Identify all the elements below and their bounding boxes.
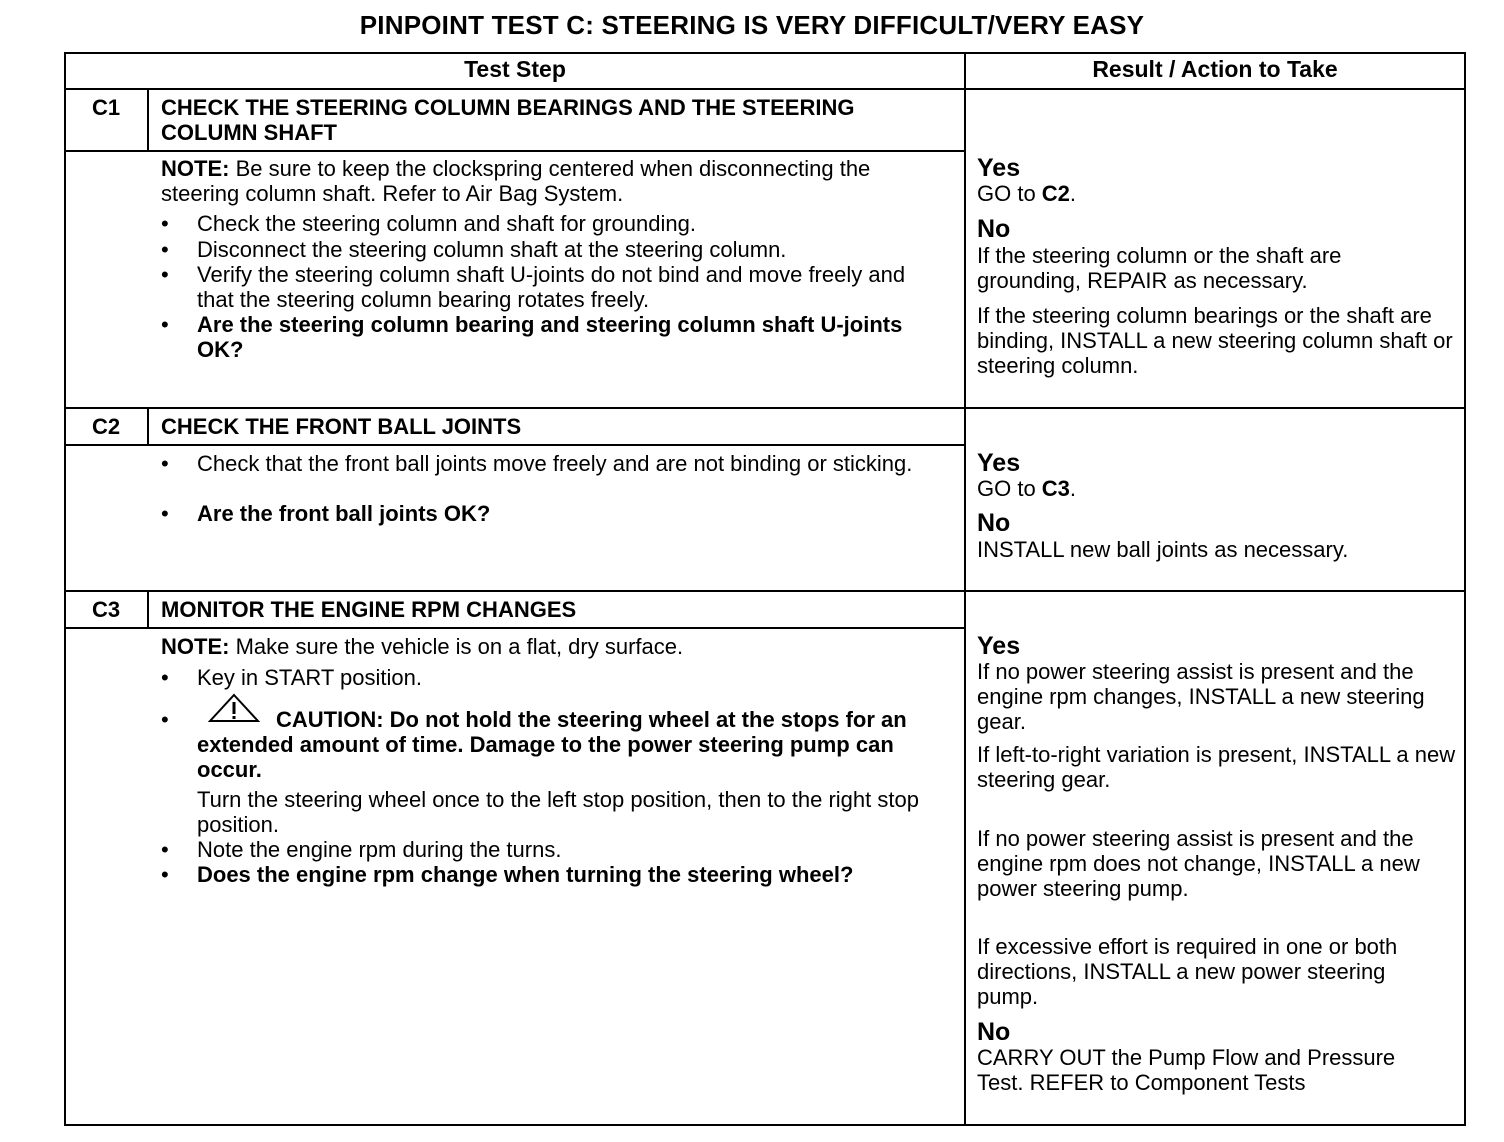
c3-no-text: CARRY OUT the Pump Flow and Pressure Test. REFER to Component Tests	[977, 1045, 1396, 1095]
c2-no-text: INSTALL new ball joints as necessary.	[977, 537, 1349, 562]
header-result-action: Result / Action to Take	[1092, 56, 1338, 82]
c1-note	[161, 156, 931, 206]
c2-yes-post: .	[1069, 476, 1077, 501]
c3-bullet-question: Does the engine rpm change when turning the steering wheel?	[197, 862, 854, 887]
c1-no-text-2: If the steering column bearings or the shaft are binding, INSTALL a new steering column shaft or steering column.	[977, 303, 1453, 378]
c3-yes-text-3: If no power steering assist is present and the engine rpm does not change, INSTALL a new power steering pump.	[977, 826, 1420, 901]
c3-no-label: No	[977, 1018, 1011, 1046]
bullet-glyph: •	[161, 862, 169, 887]
c3-note-text: Make sure the vehicle is on a flat, dry surface.	[229, 634, 684, 659]
bullet-glyph: •	[161, 262, 169, 287]
step-heading-c1: CHECK THE STEERING COLUMN BEARINGS AND THE STEERING COLUMN SHAFT	[161, 95, 855, 145]
c1-note-label: NOTE:	[161, 156, 230, 181]
bullet-glyph: •	[161, 451, 169, 476]
bullet-glyph: •	[161, 665, 169, 690]
c1-bullet-question: Are the steering column bearing and steering column shaft U-joints OK?	[197, 312, 903, 362]
bullet-glyph: •	[161, 312, 169, 337]
bullet-glyph: •	[161, 501, 169, 526]
c1-yes-label: Yes	[977, 154, 1021, 182]
c1-note-text: Be sure to keep the clockspring centered when disconnecting the steering column shaft. Refer to Air Bag System.	[161, 156, 871, 206]
c1-no-text-1: If the steering column or the shaft are grounding, REPAIR as necessary.	[977, 243, 1342, 293]
bullet-glyph: •	[161, 707, 169, 732]
header-row-rule	[64, 88, 1466, 90]
c1-bottom-rule	[64, 407, 1466, 409]
c3-yes-text-1: If no power steering assist is present and the engine rpm changes, INSTALL a new steering gear.	[977, 659, 1425, 734]
bullet-glyph: •	[161, 237, 169, 262]
c3-caution-text: CAUTION: Do not hold the steering wheel at the stops for an extended amount of time. Damage to the power steering pump can occur.	[197, 707, 907, 782]
c3-heading-rule	[64, 627, 965, 629]
step-heading-c3: MONITOR THE ENGINE RPM CHANGES	[161, 597, 577, 622]
c2-yes-pre: GO to	[977, 476, 1042, 501]
c1-yes-ref: C2	[1041, 181, 1070, 206]
c3-bullet-key: Key in START position.	[197, 665, 422, 690]
c2-heading-rule	[64, 444, 965, 446]
page-title: PINPOINT TEST C: STEERING IS VERY DIFFICULT/VERY EASY	[359, 10, 1145, 40]
c1-bullet-1: Check the steering column and shaft for grounding.	[197, 211, 696, 236]
c3-note	[161, 634, 941, 659]
c3-yes-text-2: If left-to-right variation is present, INSTALL a new steering gear.	[977, 742, 1456, 792]
c2-no-label: No	[977, 509, 1011, 537]
c1-bullet-2: Disconnect the steering column shaft at the steering column.	[197, 237, 787, 262]
c3-note-label: NOTE:	[161, 634, 230, 659]
c1-bullet-3: Verify the steering column shaft U-joints do not bind and move freely and that the steering column bearing rotates freely.	[197, 262, 906, 312]
header-test-step: Test Step	[464, 56, 566, 82]
step-id-c3: C3	[91, 597, 121, 622]
c1-heading-rule	[64, 150, 965, 152]
bullet-glyph: •	[161, 837, 169, 862]
c1-yes-action	[977, 181, 1076, 206]
c1-yes-post: .	[1069, 181, 1077, 206]
c2-yes-ref: C3	[1041, 476, 1070, 501]
c3-bullet-note: Note the engine rpm during the turns.	[197, 837, 562, 862]
step-heading-c2: CHECK THE FRONT BALL JOINTS	[161, 414, 522, 439]
c1-no-label: No	[977, 215, 1011, 243]
column-divider-main	[964, 52, 966, 1126]
c2-bottom-rule	[64, 590, 1466, 592]
c2-bullet-question: Are the front ball joints OK?	[197, 501, 491, 526]
step-id-c2: C2	[91, 414, 121, 439]
bullet-glyph: •	[161, 211, 169, 236]
c2-bullet-1: Check that the front ball joints move freely and are not binding or sticking.	[197, 451, 913, 476]
step-id-c1: C1	[91, 95, 121, 120]
c2-yes-label: Yes	[977, 449, 1021, 477]
c3-yes-label: Yes	[977, 632, 1021, 660]
c1-yes-pre: GO to	[977, 181, 1042, 206]
c2-yes-action	[977, 476, 1076, 501]
c3-yes-text-4: If excessive effort is required in one or both directions, INSTALL a new power steering pump.	[977, 934, 1398, 1009]
c3-turn-instruction: Turn the steering wheel once to the left stop position, then to the right stop position.	[197, 787, 919, 837]
